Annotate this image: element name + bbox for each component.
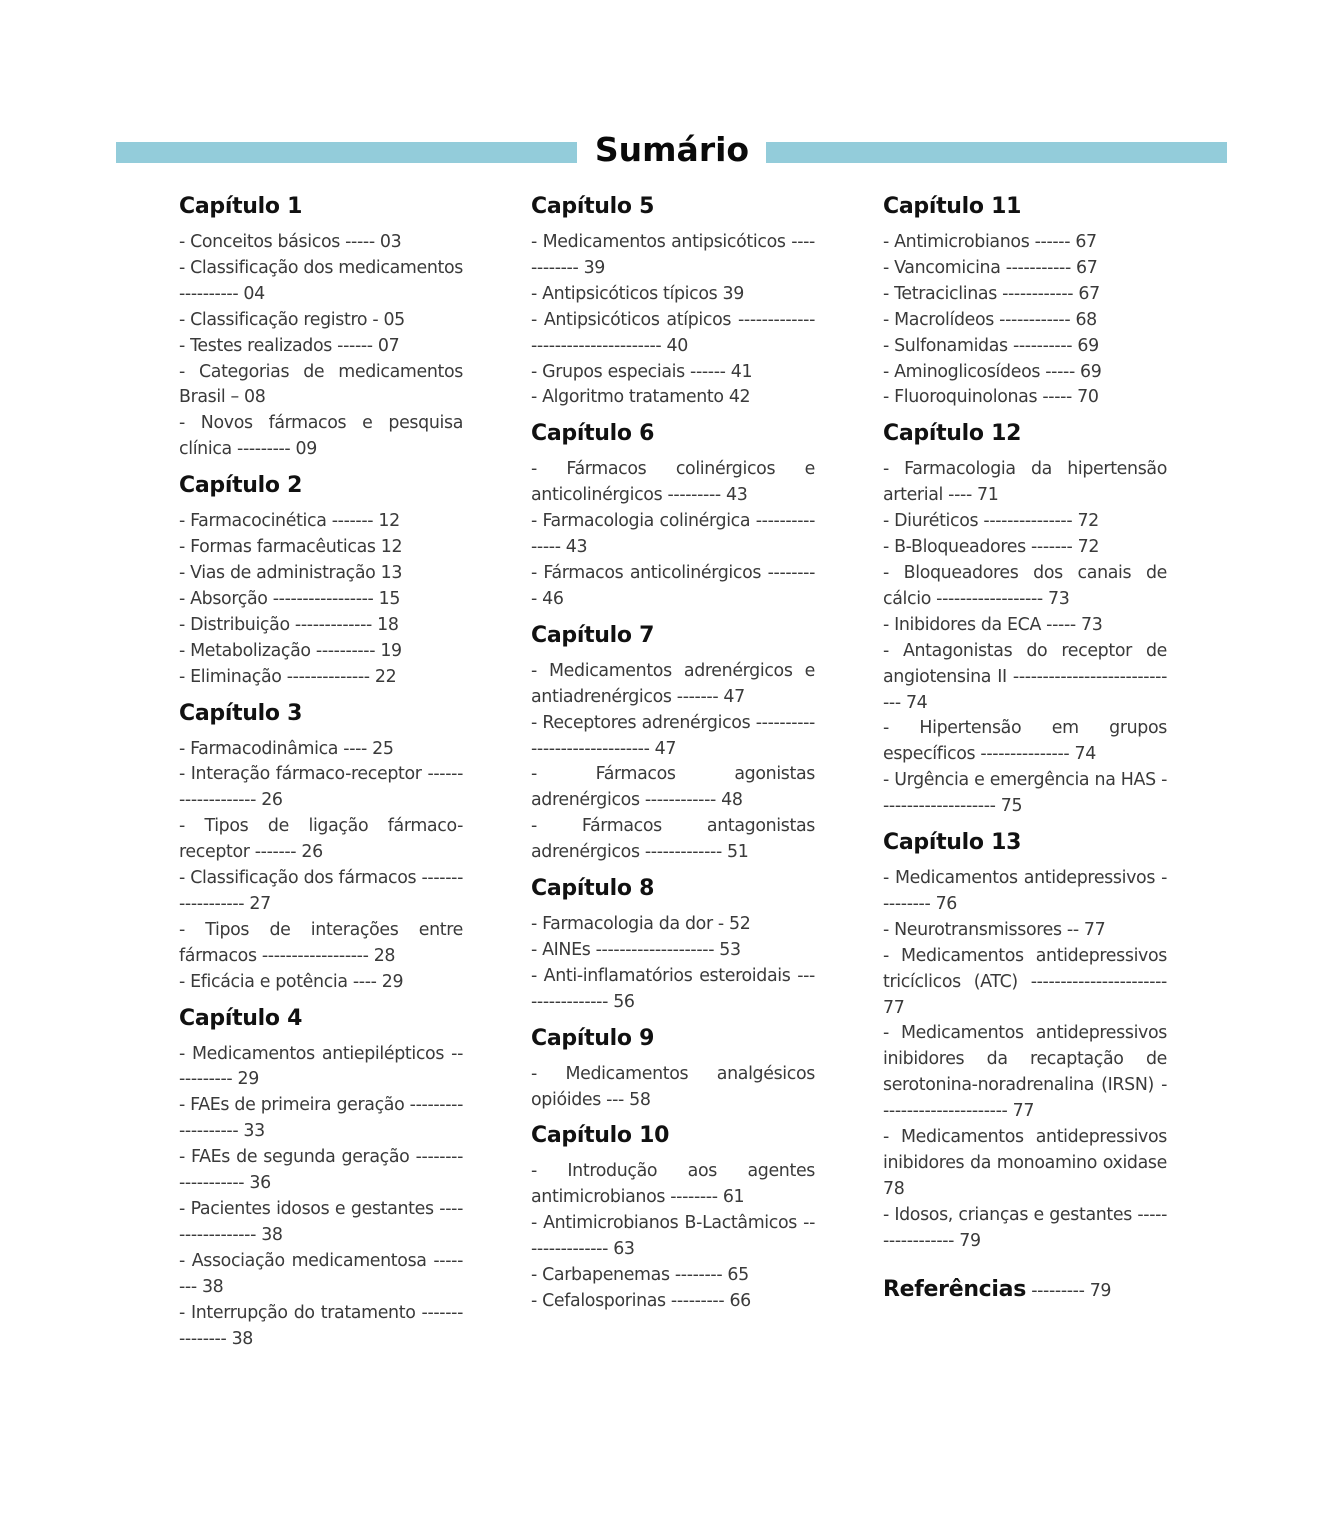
chapter-heading[interactable]: Capítulo 1 — [179, 194, 303, 219]
toc-entry[interactable]: - Eliminação -------------- 22 — [179, 666, 397, 687]
chapter-section — [179, 472, 463, 690]
chapter-heading[interactable]: Capítulo 6 — [531, 421, 655, 447]
chapter-section — [531, 1025, 815, 1114]
chapter-section — [883, 420, 1167, 820]
toc-entry[interactable]: - Classificação dos fármacos ------------------ 27 — [179, 868, 463, 914]
chapter-heading[interactable]: Capítulo 13 — [883, 830, 1022, 856]
chapter-section — [531, 193, 815, 411]
toc-entry[interactable]: - Tipos de ligação fármaco-receptor ------- 26 — [179, 816, 463, 863]
toc-entry[interactable]: - Medicamentos antidepressivos tricíclicos (ATC) ----------------------- 77 — [883, 945, 1167, 1018]
chapter-section — [179, 193, 463, 463]
toc-entry[interactable]: - Medicamentos antiepilépticos ----------- 29 — [179, 1043, 463, 1090]
toc-entry[interactable]: - Medicamentos analgésicos opióides --- 58 — [531, 1063, 815, 1110]
chapter-section — [883, 829, 1167, 1255]
toc-entry[interactable]: - Tetraciclinas ------------ 67 — [883, 283, 1100, 304]
toc-entry[interactable]: - Associação medicamentosa -------- 38 — [179, 1250, 463, 1297]
toc-entry[interactable]: - Medicamentos antipsicóticos ------------ 39 — [531, 232, 815, 278]
toc-entry[interactable]: - Anti-inflamatórios esteroidais ---------------- 56 — [531, 965, 815, 1012]
toc-column-1 — [179, 193, 463, 1352]
chapter-heading[interactable]: Capítulo 11 — [883, 194, 1022, 219]
chapter-heading[interactable]: Capítulo 3 — [179, 700, 303, 726]
toc-entry[interactable]: - AINEs -------------------- 53 — [531, 939, 741, 960]
chapter-heading[interactable]: Capítulo 4 — [179, 1005, 303, 1031]
toc-entry[interactable]: - Vias de administração 13 — [179, 562, 403, 583]
toc-entry[interactable]: - FAEs de segunda geração ------------------- 36 — [179, 1147, 463, 1194]
toc-entry[interactable]: - Idosos, crianças e gestantes ----------------- 79 — [883, 1204, 1167, 1251]
toc-entry[interactable]: - Fármacos agonistas adrenérgicos ------------ 48 — [531, 764, 815, 811]
toc-entry[interactable]: - Vancomicina ----------- 67 — [883, 257, 1098, 278]
chapter-heading[interactable]: Capítulo 12 — [883, 421, 1022, 447]
toc-entry[interactable]: - Antimicrobianos B-Lactâmicos --------------- 63 — [531, 1213, 815, 1260]
toc-entry[interactable]: - Farmacologia da hipertensão arterial ---- 71 — [883, 459, 1167, 506]
toc-entry[interactable]: - Medicamentos antidepressivos inibidores da recaptação de serotonina-noradrenalina (IRSN) ---------------------- 77 — [883, 1023, 1167, 1122]
chapter-section — [531, 420, 815, 612]
toc-column-3 — [883, 193, 1167, 1302]
chapter-heading[interactable]: Capítulo 7 — [531, 622, 655, 648]
references-page: --------- 79 — [1026, 1280, 1112, 1301]
toc-entry[interactable]: - Interrupção do tratamento --------------- 38 — [179, 1302, 463, 1349]
chapter-section — [179, 700, 463, 996]
toc-entry[interactable]: - Neurotransmissores -- 77 — [883, 919, 1106, 940]
toc-entry[interactable]: - Classificação registro - 05 — [179, 309, 405, 330]
toc-entry[interactable]: - Fármacos anticolinérgicos --------- 46 — [531, 562, 815, 609]
toc-entry[interactable]: - Eficácia e potência ---- 29 — [179, 971, 404, 992]
toc-entry[interactable]: - Antimicrobianos ------ 67 — [883, 232, 1097, 252]
toc-entry[interactable]: - Antagonistas do receptor de angiotensina II ----------------------------- 74 — [883, 640, 1167, 713]
toc-entry[interactable]: - Fármacos colinérgicos e anticolinérgicos --------- 43 — [531, 459, 815, 506]
toc-entry[interactable]: - Formas farmacêuticas 12 — [179, 537, 403, 558]
toc-entry[interactable]: - Bloqueadores dos canais de cálcio ------------------ 73 — [883, 562, 1167, 609]
toc-entry[interactable]: - Pacientes idosos e gestantes ----------------- 38 — [179, 1199, 463, 1245]
title-bar-right — [766, 142, 1227, 163]
toc-entry[interactable]: - Metabolização ---------- 19 — [179, 640, 402, 661]
chapter-section — [531, 875, 815, 1016]
toc-entry[interactable]: - Cefalosporinas --------- 66 — [531, 1291, 751, 1311]
toc-entry[interactable]: - Absorção ----------------- 15 — [179, 588, 401, 609]
title-bar-left — [116, 142, 577, 163]
chapter-heading[interactable]: Capítulo 10 — [531, 1123, 670, 1149]
toc-entry[interactable]: - Farmacologia colinérgica --------------- 43 — [531, 511, 815, 558]
toc-entry[interactable]: - Tipos de interações entre fármacos ------------------ 28 — [179, 919, 463, 966]
page-title: Sumário — [594, 130, 750, 169]
toc-entry[interactable]: - Medicamentos antidepressivos inibidores da monoamino oxidase 78 — [883, 1127, 1167, 1199]
title-banner — [116, 132, 1227, 172]
chapter-heading[interactable]: Capítulo 2 — [179, 473, 303, 499]
toc-entry[interactable]: - Fármacos antagonistas adrenérgicos ------------- 51 — [531, 816, 815, 863]
toc-entry[interactable]: - Receptores adrenérgicos ------------------------------ 47 — [531, 712, 815, 759]
toc-entry[interactable]: - Medicamentos antidepressivos --------- 76 — [883, 868, 1167, 914]
toc-entry[interactable]: - Conceitos básicos ----- 03 — [179, 232, 402, 252]
toc-entry[interactable]: - Novos fármacos e pesquisa clínica --------- 09 — [179, 413, 463, 460]
toc-entry[interactable]: - Macrolídeos ------------ 68 — [883, 309, 1097, 330]
toc-entry[interactable]: - Medicamentos adrenérgicos e antiadrenérgicos ------- 47 — [531, 660, 815, 707]
toc-entry[interactable]: - Antipsicóticos típicos 39 — [531, 283, 744, 304]
toc-entry[interactable]: - Urgência e emergência na HAS -------------------- 75 — [883, 770, 1167, 817]
toc-entry[interactable]: - Testes realizados ------ 07 — [179, 335, 400, 356]
toc-entry[interactable]: - Grupos especiais ------ 41 — [531, 361, 753, 382]
toc-entry[interactable]: - Categorias de medicamentos Brasil – 08 — [179, 361, 463, 408]
toc-entry[interactable]: - Inibidores da ECA ----- 73 — [883, 614, 1103, 635]
toc-entry[interactable]: - Hipertensão em grupos específicos --------------- 74 — [883, 718, 1167, 765]
toc-entry[interactable]: - B-Bloqueadores ------- 72 — [883, 537, 1100, 558]
toc-entry[interactable]: - Distribuição ------------- 18 — [179, 614, 399, 635]
chapter-section — [883, 193, 1167, 411]
toc-entry[interactable]: - Fluoroquinolonas ----- 70 — [883, 387, 1099, 408]
toc-entry[interactable]: - Antipsicóticos atípicos ----------------------------------- 40 — [531, 309, 815, 356]
chapter-heading[interactable]: Capítulo 8 — [531, 876, 655, 902]
chapter-section — [531, 1122, 815, 1314]
references-entry[interactable] — [883, 1277, 1167, 1302]
references-heading: Referências — [883, 1276, 1027, 1302]
toc-entry[interactable]: - Diuréticos --------------- 72 — [883, 511, 1099, 532]
toc-entry[interactable]: - Introdução aos agentes antimicrobianos -------- 61 — [531, 1161, 815, 1208]
toc-entry[interactable]: - Classificação dos medicamentos ---------- 04 — [179, 257, 463, 304]
toc-entry[interactable]: - Interação fármaco-receptor ------------------- 26 — [179, 764, 463, 811]
toc-column-2 — [531, 193, 815, 1315]
chapter-section — [531, 622, 815, 866]
toc-entry[interactable]: - Aminoglicosídeos ----- 69 — [883, 361, 1102, 382]
toc-entry[interactable]: - Farmacocinética ------- 12 — [179, 511, 400, 532]
toc-entry[interactable]: - FAEs de primeira geração ------------------- 33 — [179, 1095, 463, 1142]
toc-entry[interactable]: - Farmacodinâmica ---- 25 — [179, 738, 394, 759]
toc-entry[interactable]: - Farmacologia da dor - 52 — [531, 914, 751, 935]
chapter-section — [179, 1005, 463, 1353]
toc-entry[interactable]: - Carbapenemas -------- 65 — [531, 1265, 749, 1286]
toc-entry[interactable]: - Algoritmo tratamento 42 — [531, 387, 751, 408]
chapter-heading[interactable]: Capítulo 5 — [531, 194, 655, 219]
chapter-heading[interactable]: Capítulo 9 — [531, 1025, 655, 1051]
toc-entry[interactable]: - Sulfonamidas ---------- 69 — [883, 335, 1099, 356]
